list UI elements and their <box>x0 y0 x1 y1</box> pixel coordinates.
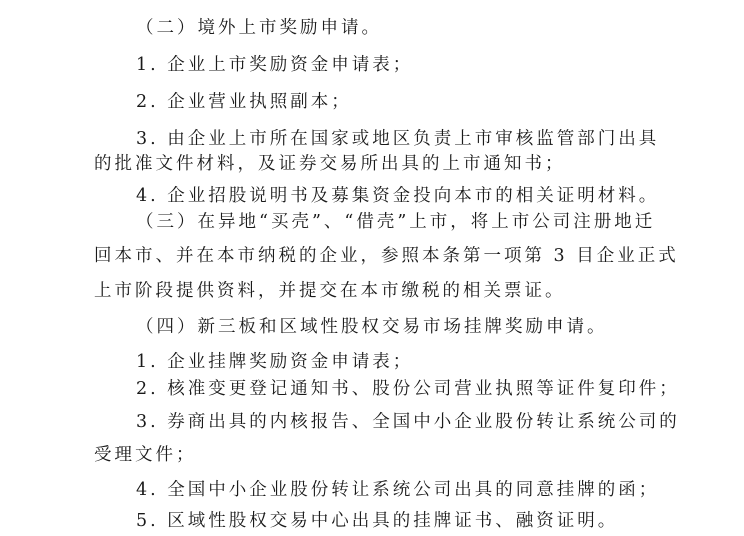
list-item: 2. 核准变更登记通知书、股份公司营业执照等证件复印件； <box>136 379 680 399</box>
list-item: 5. 区域性股权交易中心出具的挂牌证书、融资证明。 <box>136 511 619 531</box>
list-item: 2. 企业营业执照副本； <box>136 92 352 112</box>
list-item: 3. 券商出具的内核报告、全国中小企业股份转让系统公司的 <box>136 412 680 432</box>
list-item: 3. 由企业上市所在国家或地区负责上市审核监管部门出具 <box>136 129 660 149</box>
paragraph-continuation: 上市阶段提供资料，并提交在本市缴税的相关票证。 <box>94 281 566 301</box>
section-heading-backdoor-listing: （三）在异地“买壳”、“借壳”上市，将上市公司注册地迁 <box>136 212 656 232</box>
paragraph-continuation: 回本市、并在本市纳税的企业，参照本条第一项第 3 目企业正式 <box>94 246 679 266</box>
list-item: 4. 企业招股说明书及募集资金投向本市的相关证明材料。 <box>136 186 660 206</box>
list-item-continuation: 的批准文件材料，及证券交易所出具的上市通知书； <box>94 154 566 174</box>
list-item: 1. 企业挂牌奖励资金申请表； <box>136 352 414 372</box>
list-item-continuation: 受理文件； <box>94 445 197 465</box>
list-item: 4. 全国中小企业股份转让系统公司出具的同意挂牌的函； <box>136 480 660 500</box>
section-heading-overseas-listing: （二）境外上市奖励申请。 <box>136 18 382 38</box>
list-item: 1. 企业上市奖励资金申请表； <box>136 55 414 75</box>
section-heading-nsbo-listing: （四）新三板和区域性股权交易市场挂牌奖励申请。 <box>136 317 608 337</box>
